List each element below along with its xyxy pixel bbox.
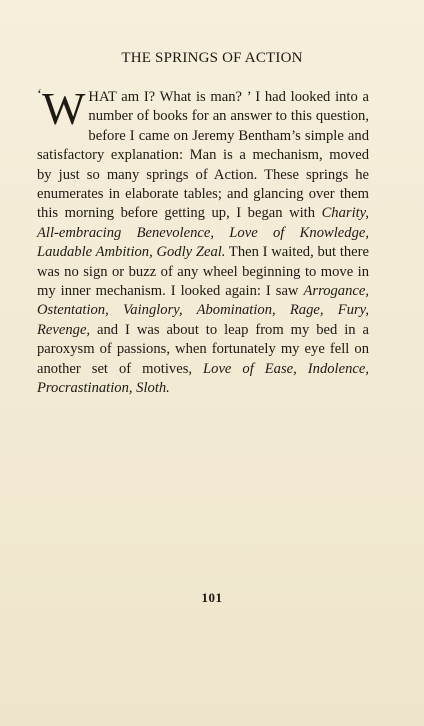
italic-sloth: Love of Ease, Indolence, Procrastination, Sloth. (37, 360, 369, 397)
paragraph (37, 83, 370, 399)
body-text (37, 83, 370, 399)
italic-passions: Arrogance, Ostentation, Vainglory, Abomination, Rage, Fury, Revenge, (37, 283, 369, 338)
opening-quote: ‘ (37, 87, 42, 103)
text-segment-3: and I was about to leap from my bed in a paroxysm of passions, when fortunately my eye fell on another set of motives, (37, 321, 369, 377)
italic-virtues: Charity, All-embracing Benevolence, Love of Knowledge, Laudable Ambition, Godly Zeal. (37, 205, 369, 261)
drop-cap: W (42, 83, 86, 134)
page-number: 101 (201, 590, 223, 605)
text-segment-2: Then I waited, but there was no sign or buzz of any wheel beginning to move in my inner mechanism. I looked again: I saw (37, 244, 370, 300)
drop-cap-block (37, 83, 86, 134)
page-title: THE SPRINGS OF ACTION (121, 50, 303, 66)
text-segment-1: HAT am I? What is man? ’ I had looked into a number of books for an answer to this question, before I came on Jeremy Bentham’s simple and satisfactory explanation: Man is a mechanism, moved by just so many springs of Action. These springs he enumerates in elaborate tables; and glancing over them this morning before getting up, I began with (37, 89, 369, 222)
